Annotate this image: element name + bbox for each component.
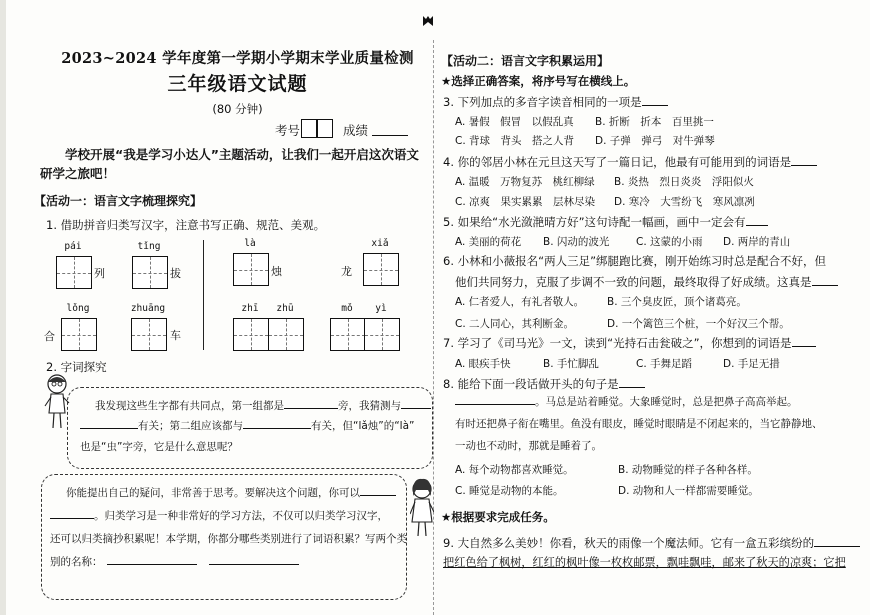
grid-separator <box>203 240 204 350</box>
blank-radical[interactable] <box>284 396 338 409</box>
exam-subtitle: 三年级语文试题 <box>167 73 308 95</box>
answer-blank-q5[interactable] <box>746 213 768 226</box>
companion-character: 合 <box>44 330 55 343</box>
blank-guess[interactable] <box>401 396 431 409</box>
tianzige-box[interactable] <box>233 318 269 351</box>
chengji-label: 成绩 <box>343 123 369 138</box>
q4-option-d[interactable]: D. 寒冷 大雪纷飞 寒风凛冽 <box>614 196 755 208</box>
activity2-title: 【活动二：语言文字积累运用】 <box>441 54 610 68</box>
bubble2-line-1 <box>66 483 396 503</box>
tianzige-box[interactable] <box>233 253 269 286</box>
q4-option-b[interactable]: B. 炎热 烈日炎炎 浮阳似火 <box>614 176 754 188</box>
q3-option-c[interactable]: C. 背球 背头 搭之人背 <box>455 135 575 147</box>
question-7-text: 7. 学习了《司马光》一文，读到“光持石击瓮破之”，你想到的词语是 <box>443 336 792 350</box>
pinyin-label: zhū <box>276 303 294 314</box>
tianzige-box[interactable] <box>363 253 399 286</box>
q3-option-d[interactable]: D. 子弹 弹弓 对牛弹琴 <box>595 135 715 147</box>
q6-option-d[interactable]: D. 一个篱笆三个桩，一个好汉三个帮。 <box>607 318 790 330</box>
intro-text: 学校开展“我是学习小达人”主题活动，让我们一起开启这次语文研学之旅吧！ <box>40 147 419 181</box>
blank-relation-2[interactable] <box>243 416 311 429</box>
q7-option-c[interactable]: C. 手舞足蹈 <box>636 358 693 370</box>
question-9-line-1 <box>443 534 860 551</box>
q8-option-b[interactable]: B. 动物睡觉的样子各种各样。 <box>618 464 758 476</box>
pinyin-label: tǐng <box>137 241 161 252</box>
question-7-stem <box>443 334 816 351</box>
question-8-text: 8. 能给下面一段话做开头的句子是 <box>443 377 619 391</box>
bubble2-text-1: 你能提出自己的疑问，非常善于思考。要解决这个问题，你可以 <box>66 487 360 499</box>
tianzige-box[interactable] <box>330 318 366 351</box>
choice-instruction: ★选择正确答案，将序号写在横线上。 <box>441 74 636 88</box>
pinyin-label: lǒng <box>66 303 90 314</box>
answer-blank-q7[interactable] <box>792 334 816 347</box>
page-binding-edge <box>0 0 6 615</box>
bubble1-text-2a: 有关；第二组应该都与 <box>138 420 243 432</box>
q7-option-b[interactable]: B. 手忙脚乱 <box>543 358 599 370</box>
question-6-stem-1: 6. 小林和小薇报名“两人三足”绑腿跑比赛，刚开始练习时总是配合不好，但 <box>443 254 827 268</box>
q6-option-a[interactable]: A. 仁者爱人，有礼者敬人。 <box>455 296 585 308</box>
bubble1-text-2b: 有关，但“lǎ烛”的“là” <box>311 420 415 432</box>
bubble1-text-1b: 旁，我猜测与 <box>338 400 401 412</box>
question-9-text-1: 9. 大自然多么美妙！你看，秋天的雨像一个魔法师。它有一盒五彩缤纷的 <box>443 536 815 550</box>
pinyin-label: yì <box>375 303 387 314</box>
q8-passage-line-1 <box>455 392 798 412</box>
q4-option-c[interactable]: C. 凉爽 果实累累 层林尽染 <box>455 196 596 208</box>
passage-opening-blank[interactable] <box>455 392 535 405</box>
tianzige-box[interactable] <box>56 256 92 289</box>
question-4-text: 4. 你的邻居小林在元旦这天写了一篇日记，他最有可能用到的词语是 <box>443 155 792 169</box>
exam-duration: (80 分钟) <box>212 102 263 116</box>
answer-blank-q4[interactable] <box>791 153 817 166</box>
answer-blank-q8[interactable] <box>619 375 645 388</box>
bubble1-text-1a: 我发现这些生字都有共同点，第一组都是 <box>95 400 284 412</box>
q8-option-c[interactable]: C. 睡觉是动物的本能。 <box>455 485 564 497</box>
bubble2-line-2 <box>50 506 388 526</box>
kaohao-box-1[interactable] <box>301 119 317 138</box>
tianzige-box[interactable] <box>268 318 304 351</box>
bubble1-line-1 <box>95 396 431 416</box>
q5-option-b[interactable]: B. 闪动的波光 <box>543 236 610 248</box>
bookmark-icon <box>422 15 434 27</box>
q8-option-d[interactable]: D. 动物和人一样都需要睡觉。 <box>618 485 759 497</box>
question-1-stem: 1. 借助拼音归类写汉字，注意书写正确、规范、美观。 <box>46 218 326 232</box>
companion-character: 车 <box>170 329 181 342</box>
q6-option-c[interactable]: C. 二人同心，其利断金。 <box>455 318 575 330</box>
companion-character: 龙 <box>341 265 352 278</box>
kaohao-label: 考号 <box>275 123 301 138</box>
teacher-figure-icon <box>410 478 434 538</box>
question-3-stem <box>443 93 668 110</box>
question-5-text: 5. 如果给“水光潋滟晴方好”这句诗配一幅画，画中一定会有 <box>443 215 746 229</box>
bubble1-line-2 <box>80 416 414 436</box>
q5-option-c[interactable]: C. 这蒙的小雨 <box>636 236 703 248</box>
q3-option-a[interactable]: A. 暑假 假冒 以假乱真 <box>455 116 574 128</box>
q5-option-a[interactable]: A. 美丽的荷花 <box>455 236 522 248</box>
q4-option-a[interactable]: A. 温暖 万物复苏 桃红柳绿 <box>455 176 595 188</box>
q7-option-a[interactable]: A. 眼疾手快 <box>455 358 511 370</box>
question-9-line-2: 把红色给了枫树，红红的枫叶像一枚枚邮票，飘哇飘哇，邮来了秋天的凉爽；它把 <box>443 556 846 569</box>
blank-method-2[interactable] <box>50 506 94 519</box>
q7-option-d[interactable]: D. 手足无措 <box>723 358 780 370</box>
pinyin-label: mǒ <box>341 303 353 314</box>
tianzige-box[interactable] <box>61 318 97 351</box>
pinyin-label: xiǎ <box>371 238 389 249</box>
companion-character: 烛 <box>271 265 282 278</box>
bubble1-line-3: 也是“虫”字旁，它是什么意思呢？ <box>80 441 238 453</box>
blank-category-2[interactable] <box>209 552 299 565</box>
q8-passage-text-1: 。马总是站着睡觉。大象睡觉时，总是把鼻子高高举起。 <box>535 396 798 408</box>
question-6-text-2: 他们共同努力，克服了步调不一致的问题，最终取得了好成绩。这真是 <box>455 275 812 289</box>
q5-option-d[interactable]: D. 两岸的青山 <box>723 236 791 248</box>
blank-relation-1[interactable] <box>80 416 138 429</box>
pinyin-label: là <box>244 238 256 249</box>
bubble2-line-4 <box>50 552 299 572</box>
task-instruction: ★根据要求完成任务。 <box>441 510 555 524</box>
chengji-blank[interactable] <box>372 135 408 136</box>
kaohao-box-2[interactable] <box>317 119 333 138</box>
question-6-stem-2 <box>455 273 838 290</box>
question-2-stem: 2. 字词探究 <box>46 360 107 374</box>
tianzige-box[interactable] <box>364 318 400 351</box>
q8-passage-line-3: 一动也不动时，那就是睡着了。 <box>455 440 602 452</box>
question-8-stem <box>443 375 645 392</box>
q3-option-b[interactable]: B. 折断 折本 百里挑一 <box>595 116 714 128</box>
tianzige-box[interactable] <box>132 256 168 289</box>
question-5-stem <box>443 213 768 230</box>
question-3-text: 3. 下列加点的多音字读音相同的一项是 <box>443 95 642 109</box>
blank-category-1[interactable] <box>107 552 197 565</box>
companion-character: 拔 <box>170 267 181 280</box>
pinyin-label: pái <box>64 241 82 252</box>
activity1-title: 【活动一：语言文字梳理探究】 <box>34 194 203 208</box>
question-4-stem <box>443 153 817 170</box>
bubble2-text-4: 别的名称： <box>50 556 103 568</box>
answer-blank-q3[interactable] <box>642 93 668 106</box>
pinyin-label: zhī <box>241 303 259 314</box>
answer-blank-q9[interactable] <box>814 534 860 547</box>
q8-option-a[interactable]: A. 每个动物都喜欢睡觉。 <box>455 464 574 476</box>
blank-method-1[interactable] <box>360 483 396 496</box>
answer-blank-q6[interactable] <box>812 273 838 286</box>
q6-option-b[interactable]: B. 三个臭皮匠，顶个诸葛亮。 <box>607 296 747 308</box>
tianzige-box[interactable] <box>131 318 167 351</box>
pinyin-label: zhuāng <box>130 303 166 314</box>
bubble2-text-2: 。归类学习是一种非常好的学习方法，不仅可以归类学习汉字， <box>94 510 388 522</box>
bubble2-line-3: 还可以归类摘抄积累呢！本学期，你都分哪些类别进行了词语积累？写两个类 <box>50 533 407 545</box>
companion-character: 列 <box>94 267 105 280</box>
exam-title: 2023~2024 学年度第一学期小学期末学业质量检测 <box>61 50 414 67</box>
q8-passage-line-2: 有时还把鼻子衔在嘴里。鱼没有眼皮，睡觉时眼睛是不闭起来的，当它静静地、 <box>455 418 823 430</box>
